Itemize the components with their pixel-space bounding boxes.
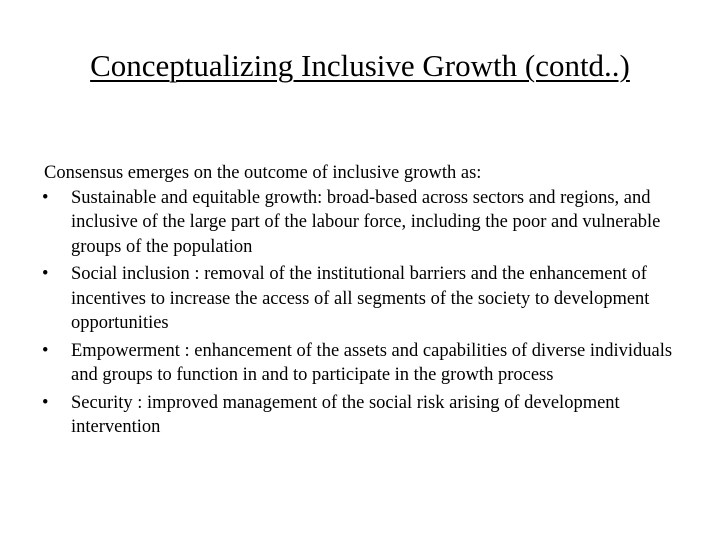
bullet-text: Sustainable and equitable growth: broad-based across sectors and regions, and inclusive of the large part of the labour force, including the poor and vulnerable groups of the population: [71, 187, 661, 257]
bullet-icon: •: [42, 187, 49, 208]
bullet-item-security: [44, 391, 684, 440]
bullet-text: Social inclusion : removal of the institutional barriers and the enhancement of incentives to increase the access of all segments of the society to development opportunities: [71, 264, 650, 333]
bullet-icon: •: [42, 392, 49, 413]
bullet-icon: •: [42, 340, 49, 361]
slide-title: Conceptualizing Inclusive Growth (contd..): [90, 48, 630, 83]
bullet-item-social-inclusion: [44, 262, 684, 336]
bullet-text: Empowerment : enhancement of the assets and capabilities of diverse individuals and groups to function in and to participate in the growth process: [71, 340, 673, 385]
bullet-item-sustainable-growth: [44, 186, 684, 260]
bullet-icon: •: [42, 264, 49, 284]
slide-body: [44, 161, 684, 443]
bullet-list: [44, 186, 684, 440]
bullet-text: Security : improved management of the social risk arising of development intervention: [71, 392, 620, 437]
intro-text: Consensus emerges on the outcome of inclusive growth as:: [44, 163, 482, 183]
bullet-item-empowerment: [44, 339, 684, 388]
